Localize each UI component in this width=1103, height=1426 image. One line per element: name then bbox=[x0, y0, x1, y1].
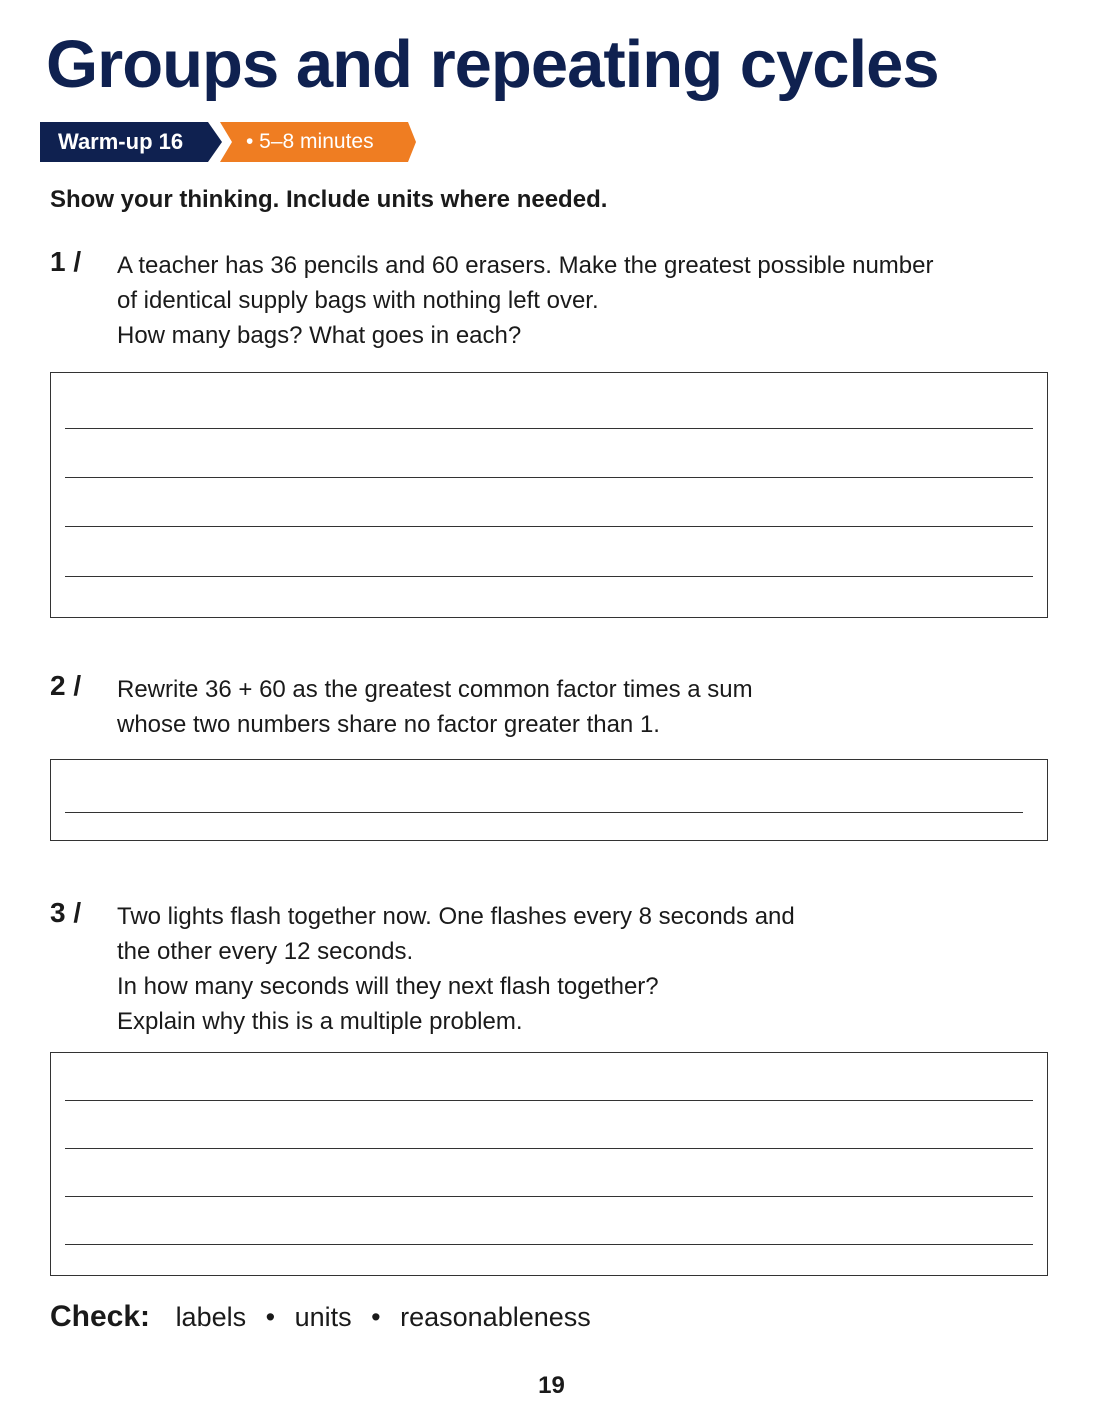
check-item-units: units bbox=[294, 1302, 352, 1332]
question-line: A teacher has 36 pencils and 60 erasers. Make the greatest possible number bbox=[117, 252, 934, 279]
question-line: whose two numbers share no factor greater than 1. bbox=[117, 711, 660, 738]
answer-line[interactable] bbox=[65, 1100, 1033, 1101]
answer-box[interactable] bbox=[50, 1052, 1048, 1276]
question-number: 3 / bbox=[50, 897, 82, 928]
question-line: How many bags? What goes in each? bbox=[117, 322, 522, 349]
bullet-separator: • bbox=[265, 1302, 276, 1332]
question-line: Two lights flash together now. One flashes every 8 seconds and bbox=[117, 903, 795, 930]
question-number: 1 / bbox=[50, 246, 82, 277]
answer-line[interactable] bbox=[65, 477, 1033, 478]
page-number: 19 bbox=[538, 1372, 565, 1399]
question-line: the other every 12 seconds. bbox=[117, 938, 414, 965]
answer-line[interactable] bbox=[65, 1148, 1033, 1149]
time-estimate: • 5–8 minutes bbox=[246, 130, 374, 153]
question-line: Explain why this is a multiple problem. bbox=[117, 1008, 523, 1035]
question-text bbox=[117, 248, 933, 353]
answer-line[interactable] bbox=[65, 1244, 1033, 1245]
check-item-labels: labels bbox=[175, 1302, 247, 1332]
question-text bbox=[117, 672, 753, 742]
answer-line[interactable] bbox=[65, 428, 1033, 429]
warm-up-label: Warm-up 16 bbox=[58, 129, 184, 154]
question-line: In how many seconds will they next flash together? bbox=[117, 973, 659, 1000]
answer-line[interactable] bbox=[65, 1196, 1033, 1197]
question-number: 2 / bbox=[50, 670, 82, 701]
check-label: Check: bbox=[50, 1300, 151, 1333]
question-line: Rewrite 36 + 60 as the greatest common factor times a sum bbox=[117, 676, 753, 703]
check-list bbox=[50, 1300, 591, 1334]
instruction-text: Show your thinking. Include units where needed. bbox=[50, 186, 608, 213]
warm-up-banner bbox=[40, 122, 420, 162]
question-text bbox=[117, 899, 795, 1039]
check-item-reasonableness: reasonableness bbox=[400, 1302, 591, 1332]
page-title: Groups and repeating cycles bbox=[46, 27, 939, 102]
answer-box[interactable] bbox=[50, 759, 1048, 841]
answer-line[interactable] bbox=[65, 576, 1033, 577]
answer-line[interactable] bbox=[65, 812, 1023, 813]
bullet-separator: • bbox=[371, 1302, 381, 1332]
answer-box[interactable] bbox=[50, 372, 1048, 618]
question-line: of identical supply bags with nothing left over. bbox=[117, 287, 599, 314]
answer-line[interactable] bbox=[65, 526, 1033, 527]
